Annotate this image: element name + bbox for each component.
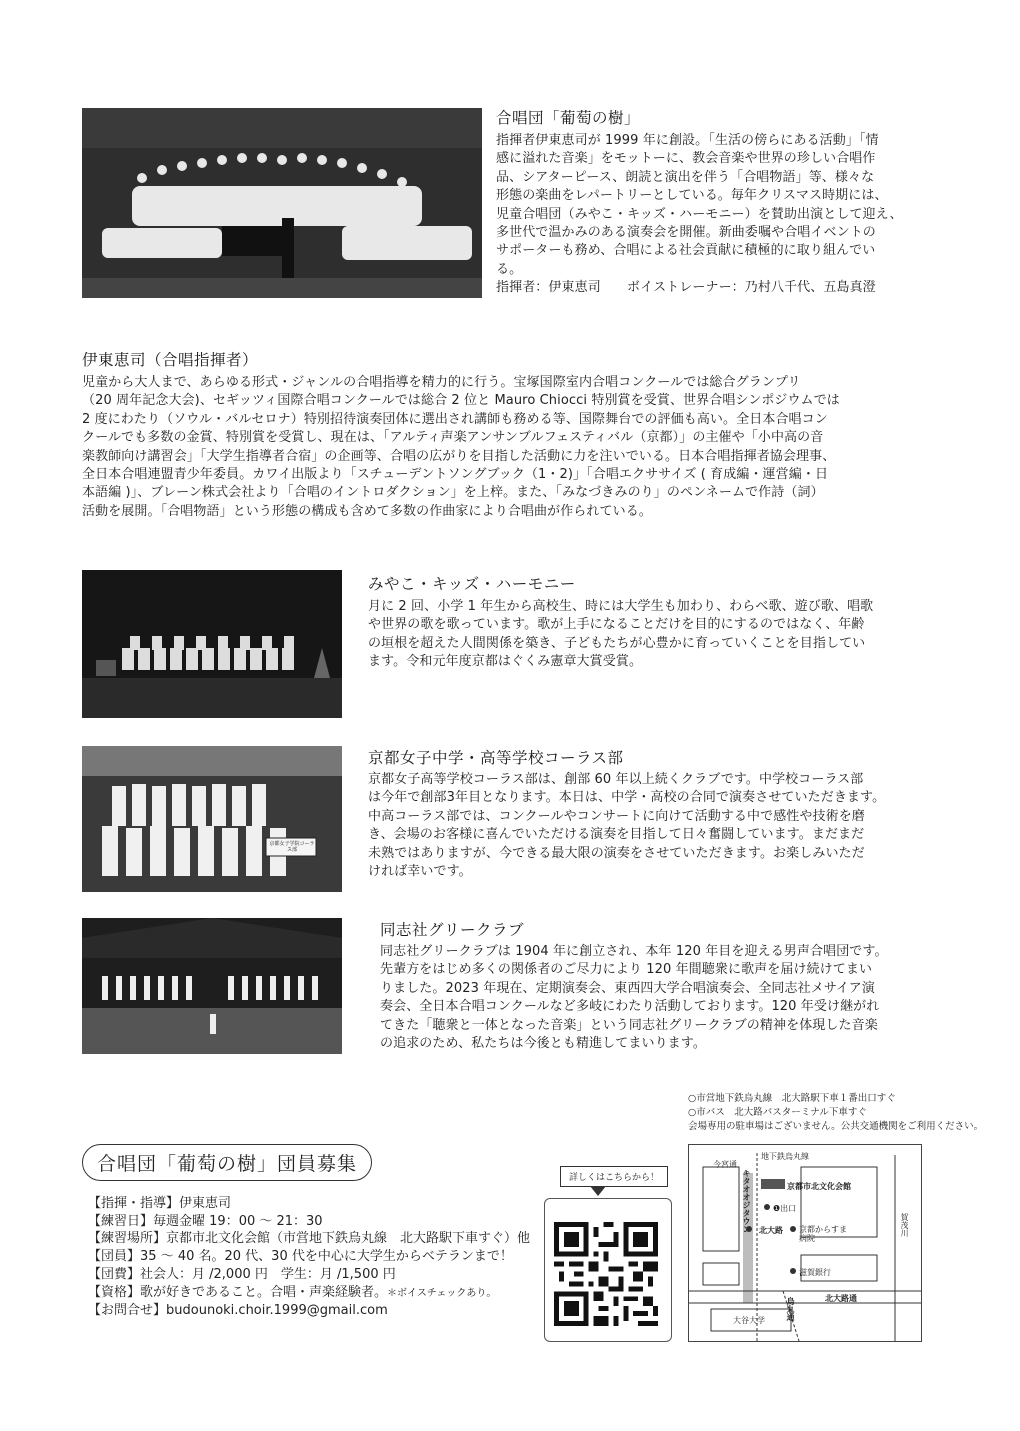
budounoki-line: 指揮者：伊東恵司 ボイストレーナー：乃村八千代、五島真澄 <box>496 280 876 296</box>
recruit-title: 合唱団「葡萄の樹」団員募集 <box>82 1144 372 1181</box>
map-kamo-label: 賀茂川 <box>900 1213 909 1237</box>
ito-line: 活動を展開。「合唱物語」という形態の構成も含めて多数の作曲家により合唱曲が作られている。 <box>82 503 652 519</box>
kyoto-description <box>368 771 948 881</box>
recruit-row <box>88 1284 530 1303</box>
recruit-row-label: 【指揮・指導】 <box>88 1196 180 1211</box>
recruit-row-label: 【練習日】 <box>88 1213 154 1229</box>
ito-line: 児童から大人まで、あらゆる形式・ジャンルの合唱指導を精力的に行う。宝塚国際室内合唱コンクールでは総合グランプリ <box>82 375 801 390</box>
map-hospital-label: 京都からすま病院 <box>799 1225 847 1243</box>
kyoto-line: き、会場のお客様に喜んでいただける演奏を目指して日々奮闘しています。まだまだ <box>368 827 865 843</box>
kyoto-line: 中高コーラス部では、コンクールやコンサートに向けて活動する中で感性や技術を磨 <box>368 808 865 824</box>
budounoki-line: 形態の楽曲をレパートリーとしている。毎年クリスマス時期には、 <box>496 188 888 204</box>
glee-line: 奏会、全日本合唱コンクールなど多岐にわたり活動しております。120 年受け継がれ <box>380 999 880 1015</box>
map-subway-label: 地下鉄烏丸線 <box>761 1152 809 1161</box>
glee-line: 同志社グリークラブは 1904 年に創立され、本年 120 年目を迎える男声合唱団です。 <box>380 944 888 959</box>
qr-arrow-icon <box>590 1186 606 1196</box>
budounoki-description <box>496 132 946 298</box>
map-otani-label: 大谷大学 <box>733 1316 765 1325</box>
access-map <box>688 1144 922 1342</box>
map-kitaoji-town-label: キタオオジタウン <box>742 1169 751 1233</box>
recruit-row-value: 35 〜 40 名。20 代、30 代を中心に大学生からベテランまで！ <box>140 1249 513 1265</box>
kids-line: 月に 2 回、小学 1 年生から高校生、時には大学生も加わり、わらべ歌、遊び歌、唱歌 <box>368 599 874 614</box>
kids-title: みやこ・キッズ・ハーモニー <box>368 575 576 593</box>
budounoki-line: 多世代で温かみのある演奏会を開催。新曲委嘱や合唱イベントの <box>496 225 876 241</box>
recruit-row-label: 【資格】 <box>88 1284 141 1300</box>
recruit-row-value: 毎週金曜 19：00 〜 21：30 <box>153 1213 323 1229</box>
recruit-row-value: 伊東恵司 <box>179 1196 232 1211</box>
kids-photo <box>82 570 342 718</box>
access-notes <box>688 1092 983 1134</box>
ito-biography <box>82 374 952 521</box>
glee-title: 同志社グリークラブ <box>380 921 525 939</box>
budounoki-line: サポーターも務め、合唱による社会貢献に積極的に取り組んでい <box>496 243 876 259</box>
access-note: ○市営地下鉄烏丸線 北大路駅下車１番出口すぐ <box>688 1093 896 1104</box>
map-kitaoji-st-label: 北大路通 <box>825 1294 857 1303</box>
map-bank-label: 滋賀銀行 <box>799 1268 831 1277</box>
kyoto-title: 京都女子中学・高等学校コーラス部 <box>368 749 624 767</box>
recruit-row-value[interactable]: budounoki.choir.1999@gmail.com <box>166 1303 388 1319</box>
recruit-row-value: 社会人：月 /2,000 円 学生：月 /1,500 円 <box>140 1266 396 1282</box>
map-kitaoji-station-label: 北大路 <box>759 1226 783 1235</box>
ito-line: （20 周年記念大会)、セギッツィ国際合唱コンクールでは総合 2 位と Mauro Chiocci 特別賞を受賞、世界合唱シンポジウムでは <box>82 393 840 409</box>
recruit-row-label: 【練習場所】 <box>88 1231 167 1247</box>
map-exit-label: ❶出口 <box>773 1204 797 1213</box>
recruit-row <box>88 1195 530 1213</box>
qr-code-icon[interactable] <box>554 1222 658 1326</box>
map-venue-label: 京都市北文化会館 <box>787 1182 851 1191</box>
recruit-row <box>88 1213 530 1231</box>
budounoki-line: 児童合唱団（みやこ・キッズ・ハーモニー）を賛助出演として迎え、 <box>496 206 903 222</box>
qr-label: 詳しくはこちらから！ <box>560 1166 668 1187</box>
glee-line: の追求のため、私たちは今後とも精進してまいります。 <box>380 1036 706 1052</box>
kyoto-banner: 京都女子学院コーラス部 <box>269 841 315 853</box>
kids-line: ます。令和元年度京都はぐくみ憲章大賞受賞。 <box>368 654 643 670</box>
ito-line: 2 度にわたり（ソウル・バルセロナ）特別招待演奏団体に選出され講師も務める等、国際舞台での評価も高い。全日本合唱コン <box>82 411 828 427</box>
recruit-row-value: 京都市北文化会館（市営地下鉄烏丸線 北大路駅下車すぐ）他 <box>166 1231 531 1247</box>
glee-photo <box>82 918 342 1054</box>
glee-description <box>380 943 960 1053</box>
access-note: ○市バス 北大路バスターミナル下車すぐ <box>688 1107 867 1118</box>
kyoto-line: は今年で創部3年目となります。本日は、中学・高校の合同で演奏させていただきます。 <box>368 790 886 806</box>
recruit-row <box>88 1302 530 1320</box>
recruit-row-note: ＊ボイスチェックあり。 <box>387 1287 497 1299</box>
map-imamiya-label: 今宮通 <box>713 1160 737 1169</box>
ito-line: 本語編 )」、ブレーン株式会社より「合唱のイントロダクション」を上梓。また、「みなづきみのり」のペンネームで作詩（詞） <box>82 485 824 501</box>
glee-line: 先輩方をはじめ多くの関係者のご尽力により 120 年間聴衆に歌声を届け続けてまい <box>380 962 873 978</box>
kyoto-line: ければ幸いです。 <box>368 864 472 880</box>
budounoki-photo <box>82 108 482 298</box>
recruit-row <box>88 1248 530 1266</box>
ito-line: 全日本合唱連盟青少年委員。カワイ出版より「スチューデントソングブック（1・2)」「合唱エクササイズ ( 育成編・運営編・日 <box>82 467 829 483</box>
kyoto-line: 未熟ではありますが、今できる最大限の演奏をさせていただきます。お楽しみいただ <box>368 845 865 861</box>
access-note: 会場専用の駐車場はございません。公共交通機関をご利用ください。 <box>688 1121 984 1132</box>
ito-title: 伊東恵司（合唱指揮者） <box>82 351 259 369</box>
budounoki-line: 指揮者伊東恵司が 1999 年に創設。「生活の傍らにある活動」「情 <box>496 133 879 148</box>
budounoki-line: る。 <box>496 261 523 277</box>
kyoto-photo <box>82 746 342 892</box>
budounoki-line: 感に溢れた音楽」をモットーに、教会音楽や世界の珍しい合唱作 <box>496 151 876 167</box>
map-karasuma-label: 烏丸通 <box>786 1297 795 1321</box>
recruit-row-value: 歌が好きであること。合唱・声楽経験者。 <box>140 1284 388 1300</box>
budounoki-line: 品、シアターピース、朗読と演出を伴う「合唱物語」等、様々な <box>496 169 875 185</box>
ito-line: 楽教師向け講習会」「大学生指導者合宿」の企画等、合唱の広がりを目指した活動に力を注いでいる。日本合唱指揮者協会理事、 <box>82 448 836 464</box>
recruit-row-label: 【団費】 <box>88 1266 141 1282</box>
recruit-row <box>88 1266 530 1284</box>
recruit-row-label: 【お問合せ】 <box>88 1303 167 1319</box>
kids-description <box>368 598 948 672</box>
kids-line: や世界の歌を歌っています。歌が上手になることだけを目的にするのではなく、年齢 <box>368 617 865 633</box>
glee-line: てきた「聴衆と一体となった音楽」という同志社グリークラブの精神を体現した音楽 <box>380 1017 878 1033</box>
ito-line: クールでも多数の金賞、特別賞を受賞し、現在は、「アルティ声楽アンサンブルフェスティバル（京都）」の主催や「小中高の音 <box>82 430 824 446</box>
recruit-row-label: 【団員】 <box>88 1249 141 1265</box>
kids-line: の垣根を超えた人間関係を築き、子どもたちが心豊かに育っていくことを目指してい <box>368 635 866 651</box>
recruit-row <box>88 1230 530 1248</box>
glee-line: りました。2023 年現在、定期演奏会、東西四大学合唱演奏会、全同志社メサイア演 <box>380 980 875 996</box>
recruit-details <box>88 1195 530 1320</box>
kyoto-line: 京都女子高等学校コーラス部は、創部 60 年以上続くクラブです。中学校コーラス部 <box>368 772 864 787</box>
budounoki-title: 合唱団「葡萄の樹」 <box>496 109 641 127</box>
